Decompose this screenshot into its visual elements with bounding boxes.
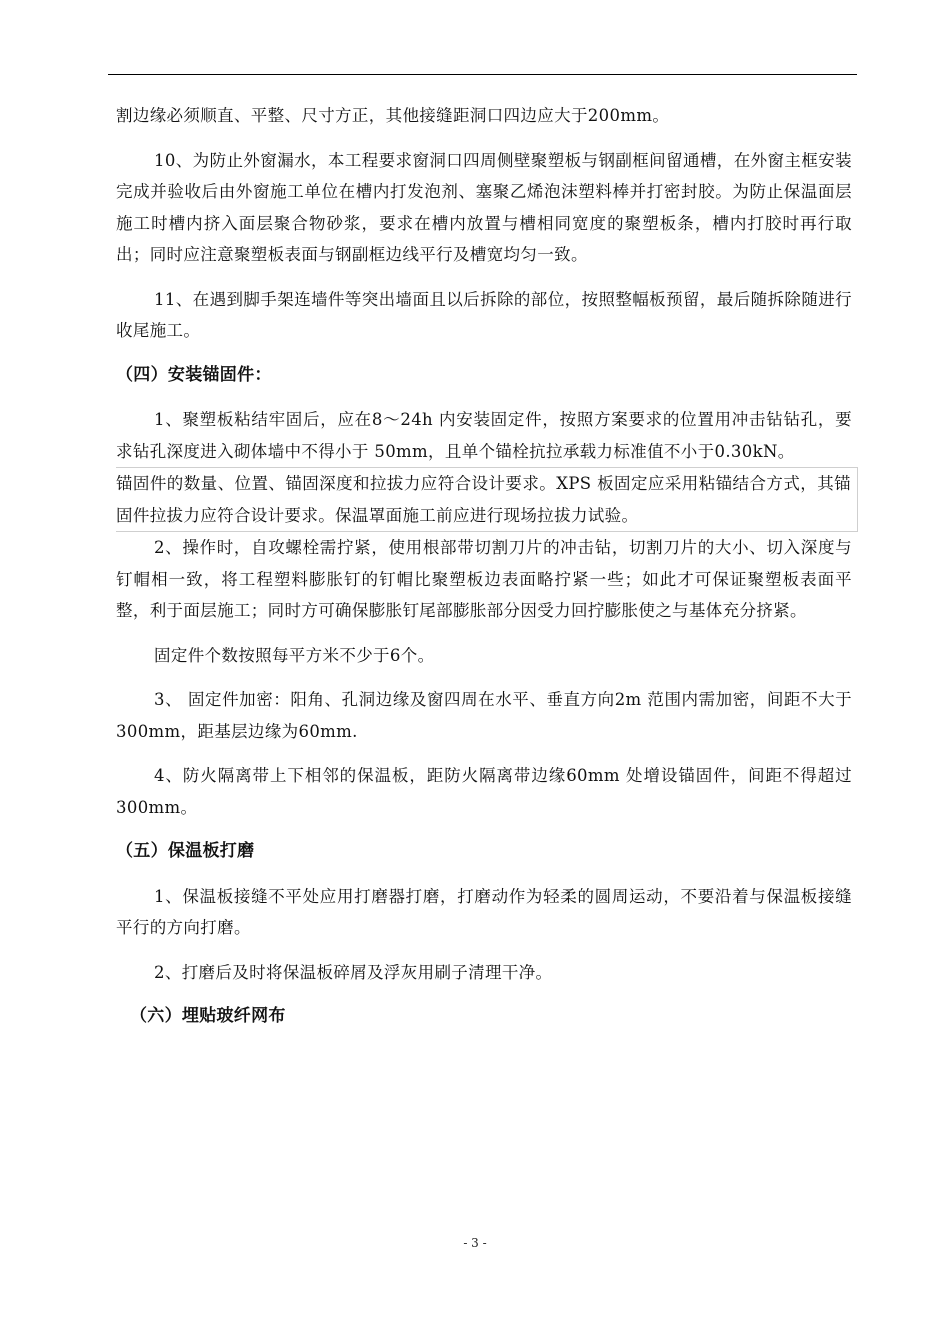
paragraph-anchor-item-1 [116, 404, 852, 467]
paragraph-item-11: 11、在遇到脚手架连墙件等突出墙面且以后拆除的部位，按照整幅板预留，最后随拆除随进行收尾施工。 [116, 289, 852, 340]
paragraph-anchor-item-3: 3、 固定件加密：阳角、孔洞边缘及窗四周在水平、垂直方向2m 范围内需加密，间距不大于300mm，距基层边缘为60mm. [116, 690, 852, 741]
paragraph-continuation: 割边缘必须顺直、平整、尺寸方正，其他接缝距洞口四边应大于200mm。 [116, 106, 670, 125]
paragraph-anchor-item-2: 2、操作时，自攻螺栓需拧紧，使用根部带切割刀片的冲击钻，切割刀片的大小、切入深度与钉帽相一致，将工程塑料膨胀钉的钉帽比聚塑板边表面略拧紧一些；如此才可保证聚塑板表面平整，利于面层施工；同时方可确保膨胀钉尾部膨胀部分因受力回拧膨胀使之与基体充分挤紧。 [116, 538, 852, 620]
document-body [116, 100, 852, 1046]
section-heading-install-anchors: （四）安装锚固件： [116, 364, 272, 385]
paragraph-anchor-requirements: 锚固件的数量、位置、锚固深度和拉拔力应符合设计要求。XPS 板固定应采用粘锚结合方式，其锚固件拉拔力应符合设计要求。保温罩面施工前应进行现场拉拔力试验。 [116, 467, 858, 532]
paragraph-anchor-item-4: 4、防火隔离带上下相邻的保温板，距防火隔离带边缘60mm 处增设锚固件，间距不得超过300mm。 [116, 766, 852, 817]
section-heading-fiberglass-mesh: （六）埋贴玻纤网布 [130, 1006, 286, 1026]
paragraph-sanding-item-2: 2、打磨后及时将保温板碎屑及浮灰用刷子清理干净。 [154, 962, 553, 982]
paragraph-item-10: 10、为防止外窗漏水，本工程要求窗洞口四周侧壁聚塑板与钢副框间留通槽，在外窗主框安装完成并验收后由外窗施工单位在槽内打发泡剂、塞聚乙烯泡沫塑料棒并打密封胶。为防止保温面层施工时槽内挤入面层聚合物砂浆，要求在槽内放置与槽相同宽度的聚塑板条，槽内打胶时再行取出；同时应注意聚塑板表面与钢副框边线平行及槽宽均匀一致。 [116, 150, 852, 264]
page-number: - 3 - [463, 1236, 487, 1250]
header-rule [108, 74, 857, 75]
section-heading-board-sanding: （五）保温板打磨 [116, 841, 255, 861]
paragraph-anchor-count: 固定件个数按照每平方米不少于6个。 [154, 645, 435, 665]
paragraph-anchor-item-1-text: 1、聚塑板粘结牢固后，应在8～24h 内安装固定件，按照方案要求的位置用冲击钻钻孔，要求钻孔深度进入砌体墙中不得小于 50mm，且单个锚栓抗拉承载力标准值不小于0.30kN。 [116, 410, 852, 461]
paragraph-sanding-item-1: 1、保温板接缝不平处应用打磨器打磨，打磨动作为轻柔的圆周运动，不要沿着与保温板接缝平行的方向打磨。 [116, 886, 852, 937]
